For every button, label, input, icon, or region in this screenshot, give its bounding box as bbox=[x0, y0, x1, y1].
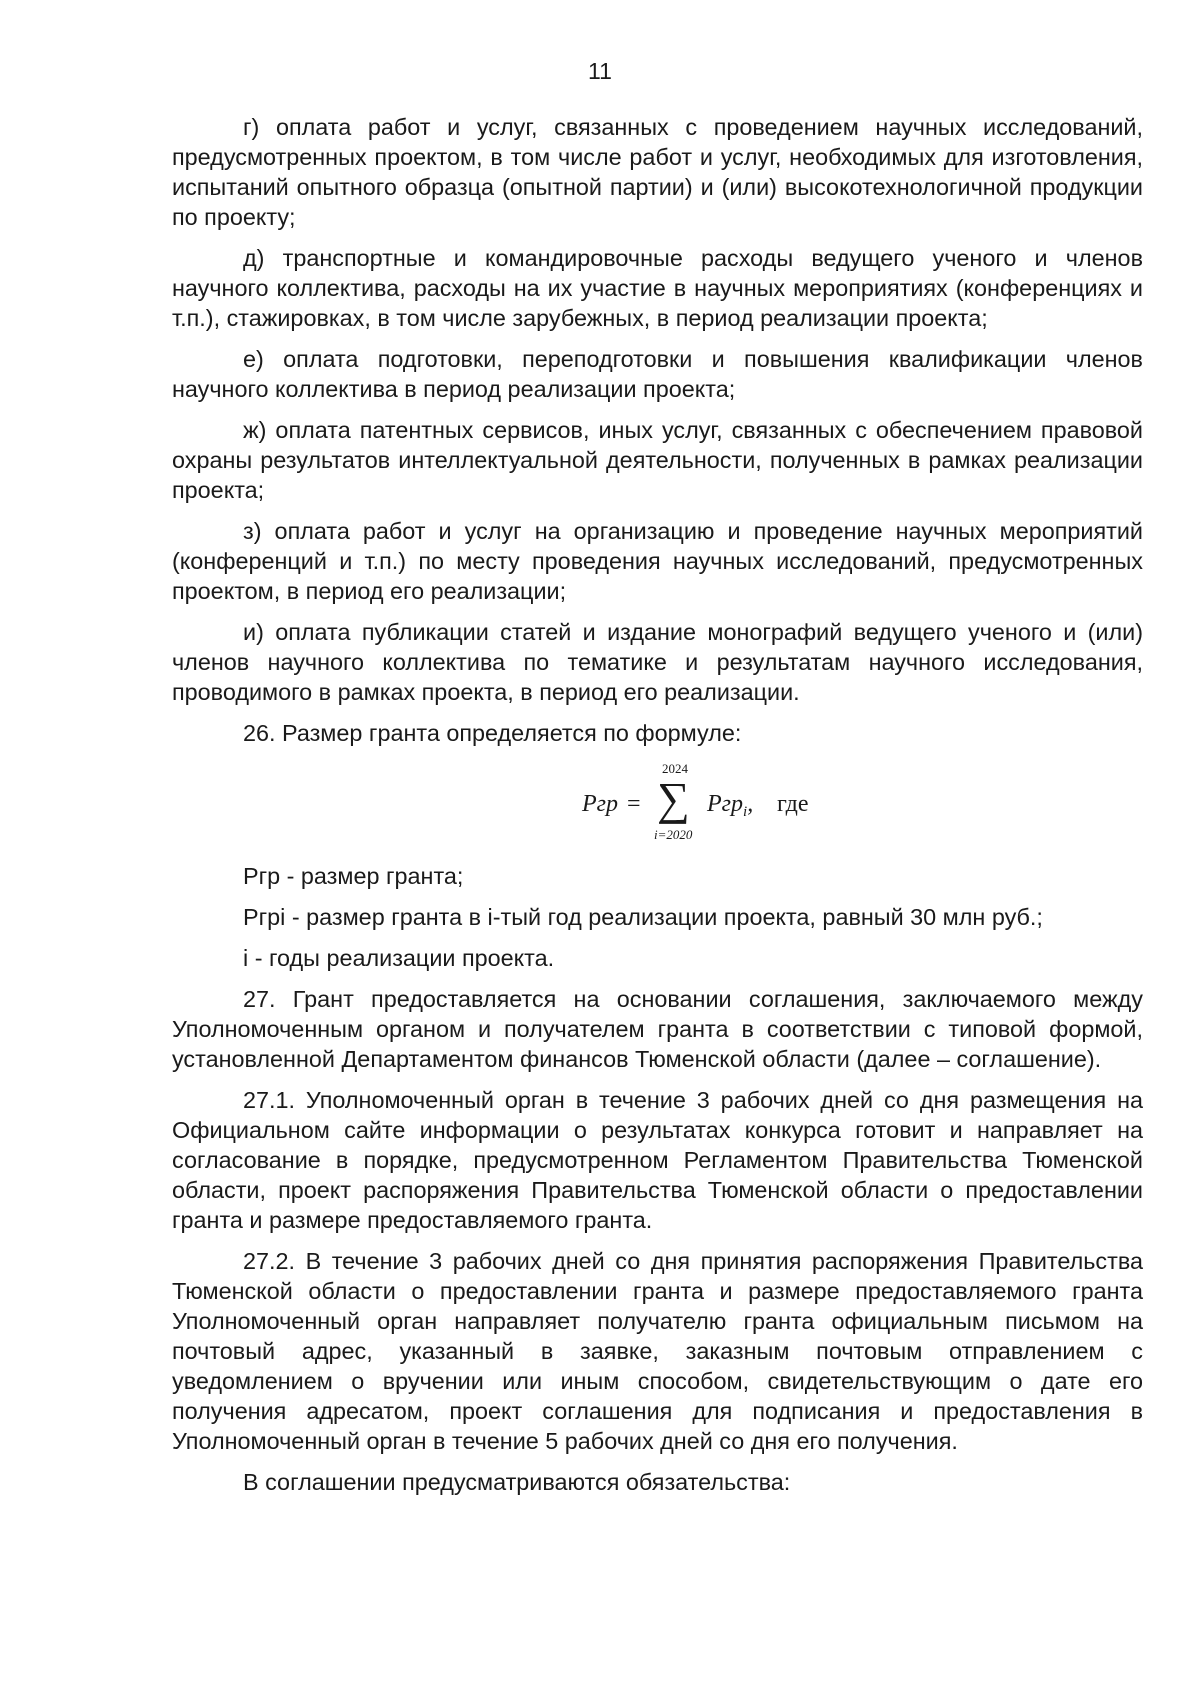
paragraph-27-2: 27.2. В течение 3 рабочих дней со дня принятия распоряжения Правительства Тюменской области о предоставлении гранта и размере предоставляемого гранта Уполномоченный орган направляет получателю гранта официальным письмом на почтовый адрес, указанный в заявке, заказным почтовым отправлением с уведомлением о вручении или иным способом, свидетельствующим о дате его получения адресатом, проект соглашения для подписания и предоставления в Уполномоченный орган в течение 5 рабочих дней со дня его получения. bbox=[172, 1248, 1143, 1454]
page-number: 11 bbox=[588, 58, 612, 84]
paragraph-e: е) оплата подготовки, переподготовки и повышения квалификации членов научного коллектива в период реализации проекта; bbox=[172, 346, 1143, 402]
paragraph-27-1: 27.1. Уполномоченный орган в течение 3 рабочих дней со дня размещения на Официальном сайте информации о результатах конкурса готовит и направляет на согласование в порядке, предусмотренном Регламентом Правительства Тюменской области, проект распоряжения Правительства Тюменской области о предоставлении гранта и размере предоставляемого гранта. bbox=[172, 1087, 1143, 1233]
formula-term-base: Pгр bbox=[707, 791, 744, 817]
formula-term bbox=[707, 791, 753, 821]
paragraph-26: 26. Размер гранта определяется по формуле: bbox=[243, 720, 742, 746]
definition-rgr: Ргр - размер гранта; bbox=[243, 863, 464, 889]
definition-i: i - годы реализации проекта. bbox=[243, 945, 555, 971]
formula-sigma: ∑ bbox=[657, 773, 690, 824]
document-body bbox=[172, 112, 1143, 1508]
paragraph-zh: ж) оплата патентных сервисов, иных услуг, связанных с обеспечением правовой охраны результатов интеллектуальной деятельности, полученных в рамках реализации проекта; bbox=[172, 417, 1143, 503]
paragraph-27: 27. Грант предоставляется на основании соглашения, заключаемого между Уполномоченным органом и получателем гранта в соответствии с типовой формой, установленной Департаментом финансов Тюменской области (далее – соглашение). bbox=[172, 986, 1143, 1072]
definition-rgri: Ргрi - размер гранта в i-тый год реализации проекта, равный 30 млн руб.; bbox=[243, 904, 1043, 930]
formula-comma: , bbox=[747, 791, 754, 817]
formula-lower-limit: i=2020 bbox=[654, 827, 693, 842]
grant-formula bbox=[172, 759, 1143, 849]
paragraph-d: д) транспортные и командировочные расходы ведущего ученого и членов научного коллектива, расходы на их участие в научных мероприятиях (конференциях и т.п.), стажировках, в том числе зарубежных, в период реализации проекта; bbox=[172, 245, 1143, 331]
paragraph-g: г) оплата работ и услуг, связанных с проведением научных исследований, предусмотренных проектом, в том числе работ и услуг, необходимых для изготовления, испытаний опытного образца (опытной партии) и (или) высокотехнологичной продукции по проекту; bbox=[172, 114, 1143, 230]
paragraph-i: и) оплата публикации статей и издание монографий ведущего ученого и (или) членов научного коллектива по тематике и результатам научного исследования, проводимого в рамках проекта, в период его реализации. bbox=[172, 619, 1143, 705]
paragraph-obligations: В соглашении предусматриваются обязательства: bbox=[243, 1469, 791, 1495]
formula-where: где bbox=[777, 791, 809, 817]
formula-term-subscript: i bbox=[743, 804, 748, 820]
formula-upper-limit: 2024 bbox=[662, 761, 688, 776]
formula-lhs: Pгр bbox=[582, 791, 619, 817]
formula-equals: = bbox=[627, 791, 641, 817]
paragraph-z: з) оплата работ и услуг на организацию и проведение научных мероприятий (конференций и т.п.) по месту проведения научных исследований, предусмотренных проектом, в период его реализации; bbox=[172, 518, 1143, 604]
